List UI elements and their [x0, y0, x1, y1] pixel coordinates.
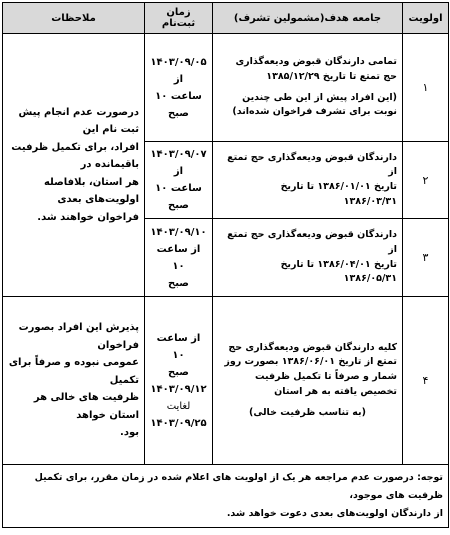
- target-line: نوبت برای تشرف فراخوان شده‌اند): [232, 106, 397, 118]
- target-line: (این افراد پیش از این طی چندین: [242, 91, 397, 103]
- footnote-line: از دارندگان اولویت‌های بعدی دعوت خواهد شد.: [226, 508, 443, 520]
- header-row: [3, 3, 449, 34]
- table-row-4: [3, 297, 449, 465]
- time-line: صبح: [168, 366, 189, 378]
- notes-line: پذیرش این افراد بصورت فراخوان: [18, 322, 139, 351]
- footnote-cell: [3, 465, 449, 528]
- notes-line: افراد، برای تکمیل ظرفیت باقیمانده در: [11, 141, 139, 171]
- time-line: لغایت: [166, 400, 191, 412]
- target-line: ۱۳۸۶/۰۳/۳۱: [343, 195, 397, 207]
- target-line: دارندگان قبوض ودیعه‌گذاری حج تمتع از: [227, 151, 397, 178]
- time-cell: [145, 219, 213, 297]
- notes-line: عمومی نبوده و صرفاً برای تکمیل: [8, 357, 139, 386]
- header-priority: اولویت: [403, 3, 449, 34]
- header-notes: ملاحظات: [3, 3, 145, 34]
- priority-cell: ۱: [403, 34, 449, 142]
- target-line: تمامی دارندگان قبوض ودیعه‌گذاری: [235, 56, 397, 68]
- header-time: زمان ثبت‌نام: [145, 3, 213, 34]
- target-line: حج تمتع تا تاریخ ۱۳۸۵/۱۲/۲۹: [266, 70, 397, 82]
- notes-line: درصورت عدم انجام پیش ثبت نام این: [18, 106, 139, 136]
- time-cell: [145, 297, 213, 465]
- notes-line: هر استان، بلافاصله اولویت‌های بعدی: [43, 176, 139, 206]
- time-line: ساعت ۱۰ صبح: [155, 183, 202, 211]
- priority-cell: ۳: [403, 219, 449, 297]
- target-line: تاریخ ۱۳۸۶/۰۴/۰۱ تا تاریخ: [280, 258, 397, 270]
- target-line: تمتع از تاریخ ۱۳۸۶/۰۶/۰۱ بصورت روز: [224, 356, 397, 368]
- notes-line: ظرفیت های خالی هر استان خواهد: [33, 392, 139, 421]
- time-cell: [145, 142, 213, 219]
- time-line: از ساعت ۱۰: [156, 243, 201, 272]
- time-line: ساعت ۱۰ صبح: [155, 90, 202, 119]
- notes-line: بود.: [120, 427, 139, 439]
- target-cell: [213, 297, 403, 465]
- footnote-line: توجه: درصورت عدم مراجعه هر یک از اولویت های اعلام شده در زمان مقرر، برای تکمیل ظرفیت های موجود،: [34, 472, 443, 502]
- target-line: تاریخ ۱۳۸۶/۰۱/۰۱ تا تاریخ: [280, 181, 397, 192]
- time-line: ۱۴۰۳/۰۹/۲۵: [150, 417, 207, 429]
- target-line: تخصیص یافته به هر استان: [274, 385, 397, 397]
- footnote-row: [3, 465, 449, 528]
- time-line: صبح: [168, 277, 189, 289]
- table-row-1: [3, 34, 449, 142]
- notes-cell-group2: [3, 297, 145, 465]
- time-line: ۱۴۰۳/۰۹/۱۰: [150, 226, 207, 238]
- notes-line: فراخوان خواهند شد.: [37, 211, 139, 223]
- target-cell: [213, 142, 403, 219]
- time-line: از ساعت ۱۰: [156, 332, 201, 361]
- target-line: دارندگان قبوض ودیعه‌گذاری حج تمتع از: [227, 229, 397, 255]
- target-line: (به تناسب ظرفیت خالی): [249, 406, 366, 418]
- target-line: ۱۳۸۶/۰۵/۳۱: [343, 273, 397, 285]
- priority-cell: ۴: [403, 297, 449, 465]
- target-cell: [213, 34, 403, 142]
- priority-cell: ۲: [403, 142, 449, 219]
- time-line: ۱۴۰۳/۰۹/۰۷ از: [150, 149, 207, 177]
- time-cell: [145, 34, 213, 142]
- priority-table: [2, 2, 449, 528]
- target-line: شمار و صرفاً تا تکمیل ظرفیت: [254, 371, 397, 383]
- target-cell: [213, 219, 403, 297]
- time-line: ۱۴۰۳/۰۹/۰۵ از: [150, 56, 207, 85]
- notes-cell-group1: [3, 34, 145, 297]
- header-target: جامعه هدف(مشمولین تشرف): [213, 3, 403, 34]
- target-line: کلیه دارندگان قبوض ودیعه‌گذاری حج: [228, 341, 397, 353]
- time-line: ۱۴۰۳/۰۹/۱۲: [150, 383, 207, 395]
